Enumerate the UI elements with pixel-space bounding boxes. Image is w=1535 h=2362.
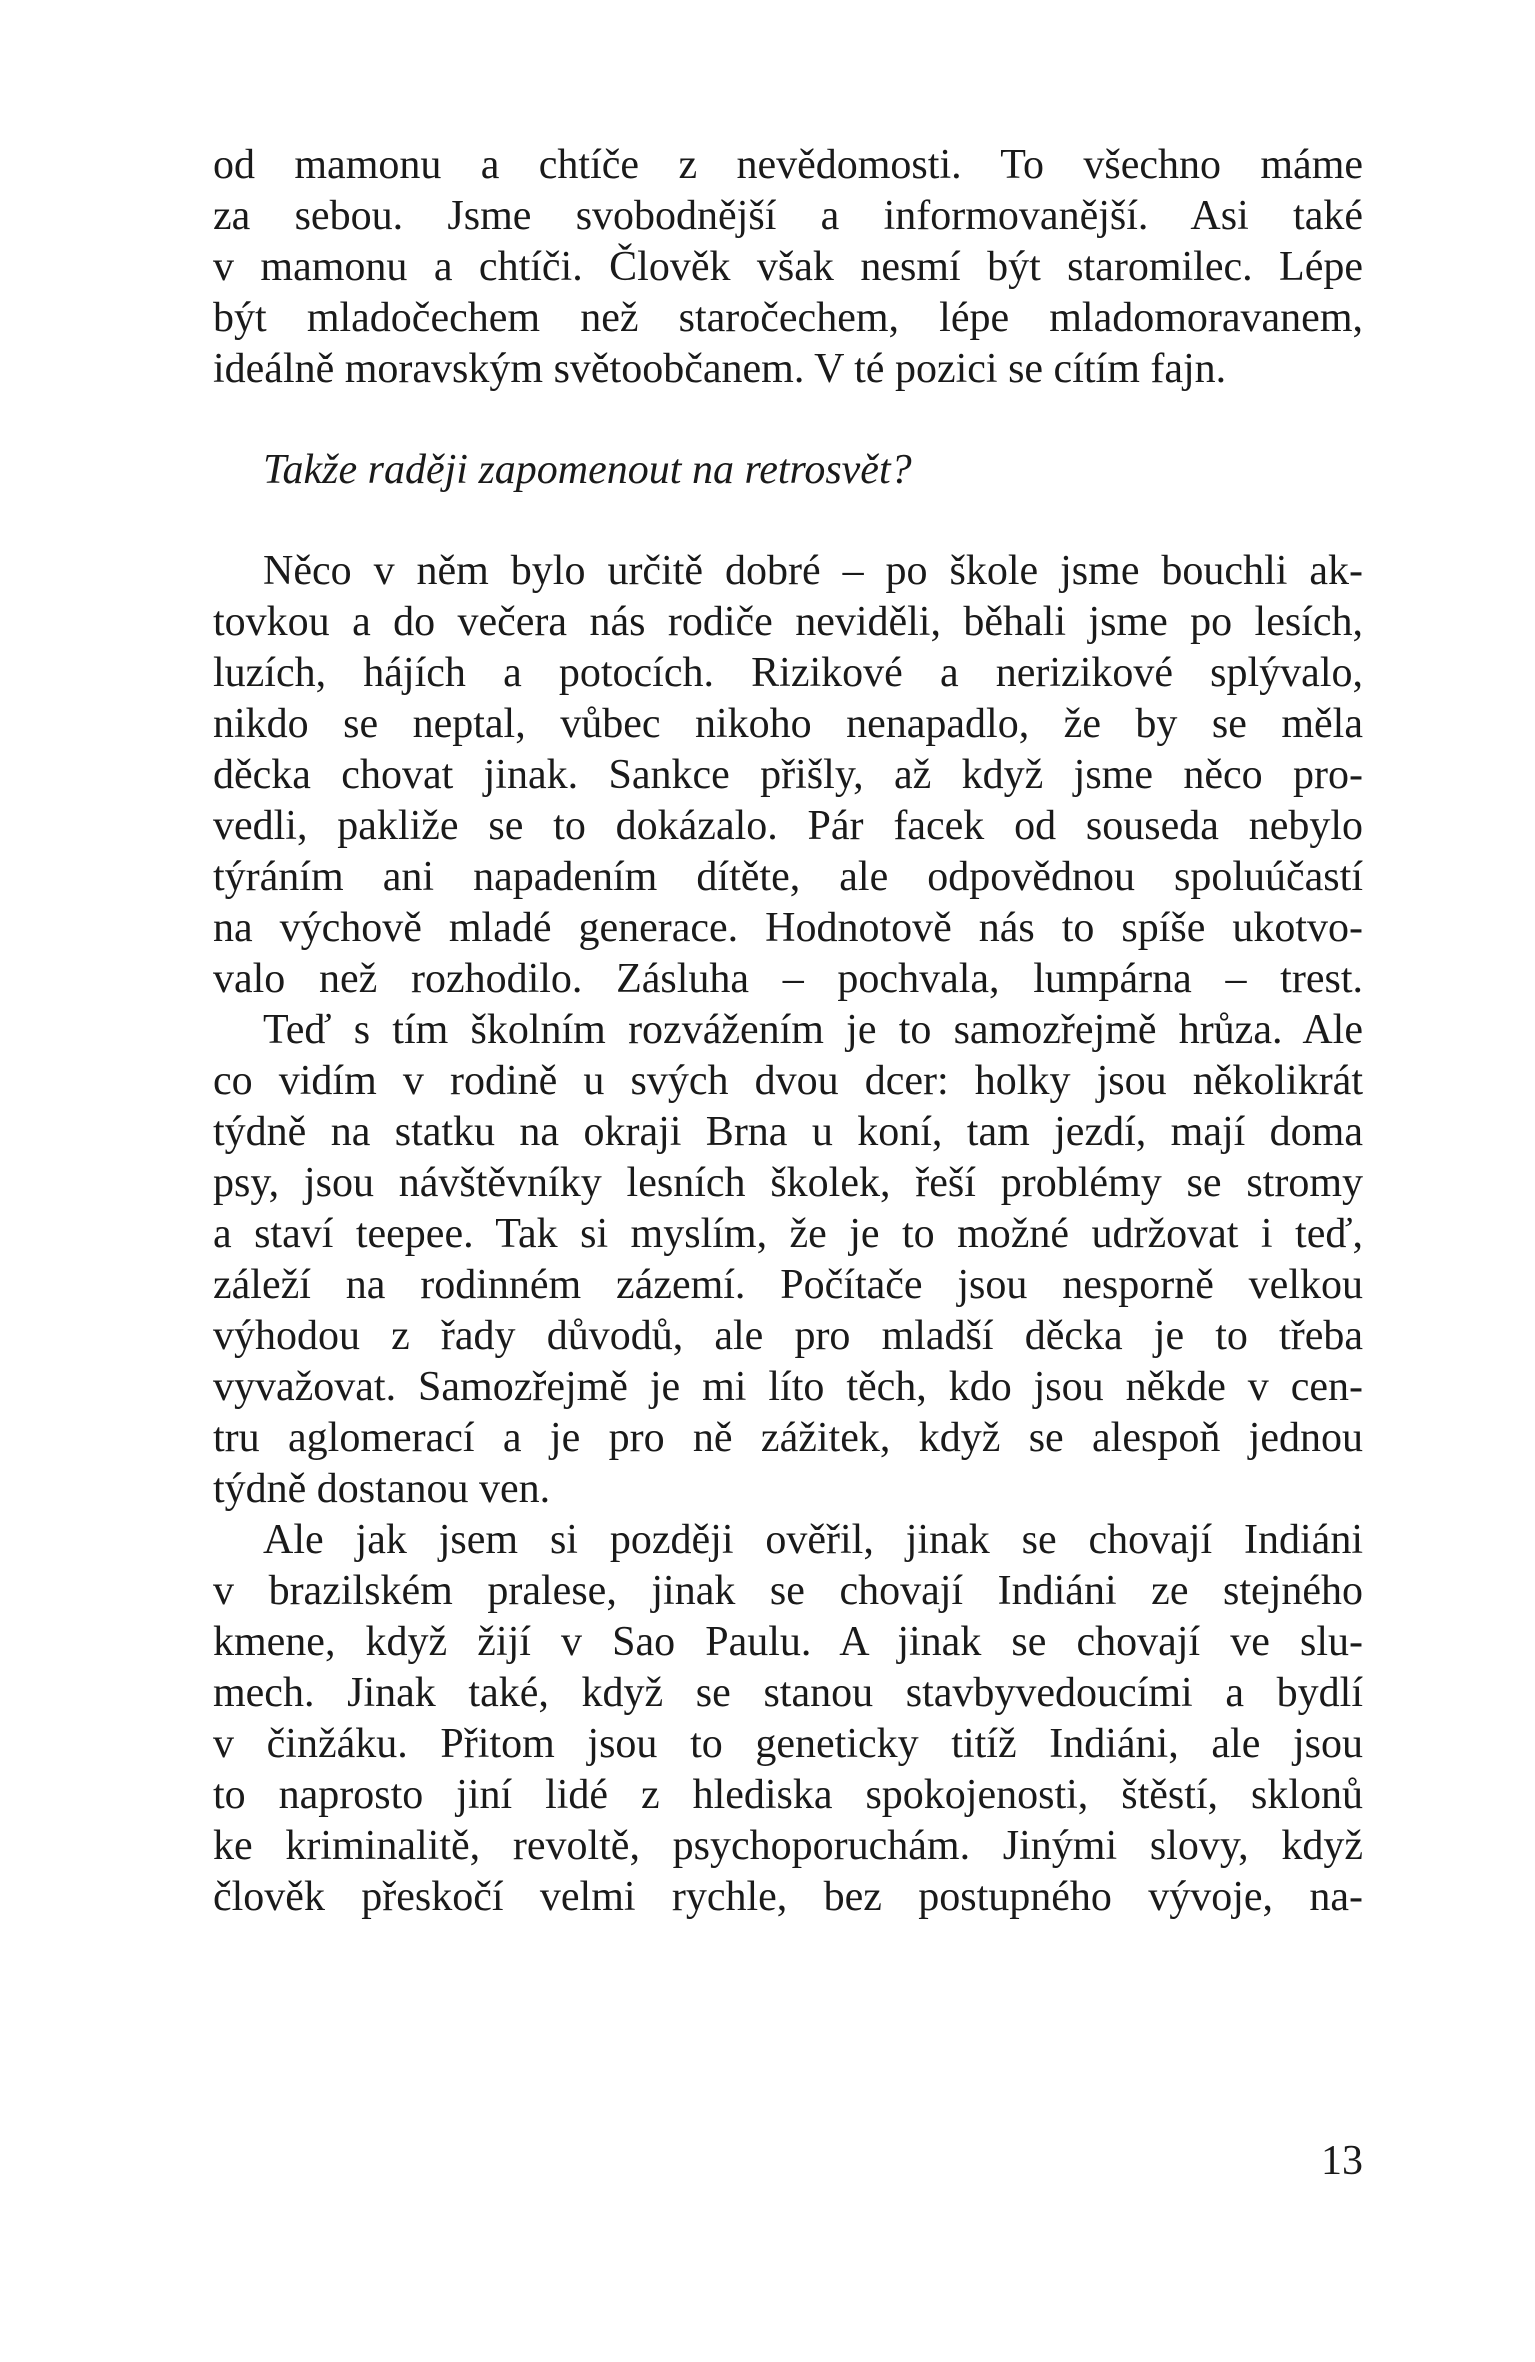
text-line: mech. Jinak také, když se stanou stavbyvedoucími a bydlí bbox=[213, 1670, 1363, 1716]
text-line: Něco v něm bylo určitě dobré – po škole jsme bouchli ak- bbox=[263, 548, 1363, 594]
text-line: děcka chovat jinak. Sankce přišly, až když jsme něco pro- bbox=[213, 752, 1363, 798]
text-line: týráním ani napadením dítěte, ale odpovědnou spoluúčastí bbox=[213, 854, 1363, 900]
paragraph-gap bbox=[213, 395, 1363, 445]
text-line: ke kriminalitě, revoltě, psychoporuchám. Jinými slovy, když bbox=[213, 1823, 1363, 1869]
text-line: kmene, když žijí v Sao Paulu. A jinak se chovají ve slu- bbox=[213, 1619, 1363, 1665]
page-number: 13 bbox=[1321, 2138, 1363, 2184]
text-line: Teď s tím školním rozvážením je to samozřejmě hrůza. Ale bbox=[263, 1007, 1363, 1053]
text-line: psy, jsou návštěvníky lesních školek, řeší problémy se stromy bbox=[213, 1160, 1363, 1206]
text-line: od mamonu a chtíče z nevědomosti. To všechno máme bbox=[213, 142, 1363, 188]
text-line: to naprosto jiní lidé z hlediska spokojenosti, štěstí, sklonů bbox=[213, 1772, 1363, 1818]
text-line: vyvažovat. Samozřejmě je mi líto těch, kdo jsou někde v cen- bbox=[213, 1364, 1363, 1410]
text-line: na výchově mladé generace. Hodnotově nás to spíše ukotvo- bbox=[213, 905, 1363, 951]
text-line: luzích, hájích a potocích. Rizikové a nerizikové splývalo, bbox=[213, 650, 1363, 696]
text-line: záleží na rodinném zázemí. Počítače jsou nesporně velkou bbox=[213, 1262, 1363, 1308]
text-line: v činžáku. Přitom jsou to geneticky titíž Indiáni, ale jsou bbox=[213, 1721, 1363, 1767]
text-line: člověk přeskočí velmi rychle, bez postupného vývoje, na- bbox=[213, 1874, 1363, 1920]
text-line: Ale jak jsem si později ověřil, jinak se chovají Indiáni bbox=[263, 1517, 1363, 1563]
text-line: ideálně moravským světoobčanem. V té pozici se cítím fajn. bbox=[213, 346, 1227, 392]
text-line: nikdo se neptal, vůbec nikoho nenapadlo, že by se měla bbox=[213, 701, 1363, 747]
text-line: valo než rozhodilo. Zásluha – pochvala, lumpárna – trest. bbox=[213, 956, 1363, 1002]
text-line: týdně na statku na okraji Brna u koní, tam jezdí, mají doma bbox=[213, 1109, 1363, 1155]
paragraph-3 bbox=[213, 1005, 1363, 1515]
paragraph-gap bbox=[213, 496, 1363, 546]
text-line: v brazilském pralese, jinak se chovají Indiáni ze stejného bbox=[213, 1568, 1363, 1614]
text-line: co vidím v rodině u svých dvou dcer: holky jsou několikrát bbox=[213, 1058, 1363, 1104]
text-line: za sebou. Jsme svobodnější a informovanější. Asi také bbox=[213, 193, 1363, 239]
text-line: v mamonu a chtíči. Člověk však nesmí být staromilec. Lépe bbox=[213, 244, 1363, 290]
question-line: Takže raději zapomenout na retrosvět? bbox=[263, 447, 912, 493]
interview-question bbox=[213, 445, 1363, 496]
text-line: tru aglomerací a je pro ně zážitek, když se alespoň jednou bbox=[213, 1415, 1363, 1461]
text-line: týdně dostanou ven. bbox=[213, 1466, 551, 1512]
text-line: být mladočechem než staročechem, lépe mladomoravanem, bbox=[213, 295, 1363, 341]
book-page-text bbox=[213, 140, 1363, 1923]
paragraph-2 bbox=[213, 546, 1363, 1005]
text-line: vedli, pakliže se to dokázalo. Pár facek od souseda nebylo bbox=[213, 803, 1363, 849]
text-line: a staví teepee. Tak si myslím, že je to možné udržovat i teď, bbox=[213, 1211, 1363, 1257]
paragraph-4 bbox=[213, 1515, 1363, 1923]
paragraph-1 bbox=[213, 140, 1363, 395]
text-line: tovkou a do večera nás rodiče neviděli, běhali jsme po lesích, bbox=[213, 599, 1363, 645]
text-line: výhodou z řady důvodů, ale pro mladší děcka je to třeba bbox=[213, 1313, 1363, 1359]
